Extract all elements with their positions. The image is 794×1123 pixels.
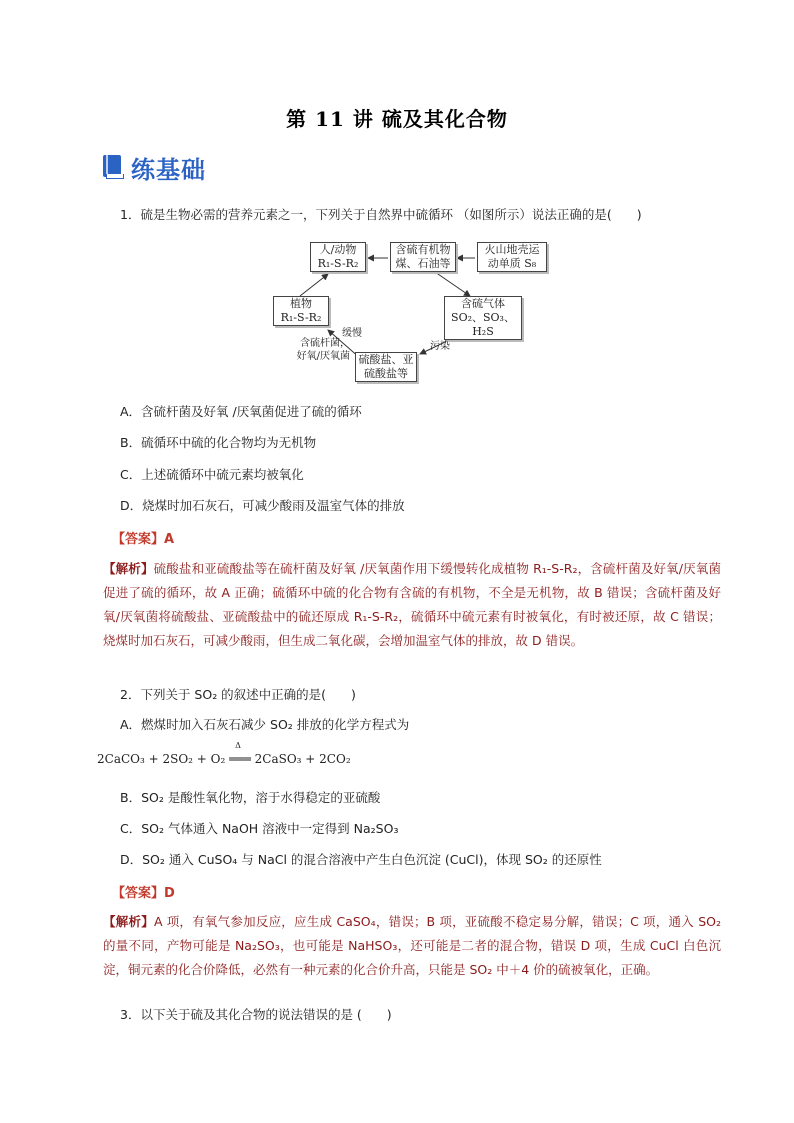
q2-explanation — [103, 910, 721, 982]
box-sulfur-gas: 含硫气体 SO₂、SO₃、H₂S — [444, 296, 522, 340]
q2-option-c: C．SO₂ 气体通入 NaOH 溶液中一定得到 Na₂SO₃ — [120, 821, 399, 836]
q1-explanation — [103, 557, 721, 653]
q2-explanation-tag: 【解析】 — [103, 914, 154, 929]
q1-option-b: B．硫循环中硫的化合物均为无机物 — [120, 435, 317, 450]
box-human-animal: 人/动物 R₁-S-R₂ — [310, 242, 366, 272]
q1-option-a: A．含硫杆菌及好氧 /厌氧菌促进了硫的循环 — [120, 404, 362, 419]
q2-explanation-text: A 项，有氧气参加反应，应生成 CaSO₄，错误；B 项，亚硫酸不稳定易分解，错误；C 项，通入 SO₂ 的量不同，产物可能是 Na₂SO₃，也可能是 NaHSO₃，还可能是二者的混合物，错误 D 项，生成 CuCl 白色沉淀，铜元素的化合价降低，必然有一种元素的化合价升高，只能是 SO₂ 中＋4 价的硫被氧化，正确。 — [103, 914, 721, 977]
page-title: 第 11 讲 硫及其化合物 — [286, 107, 508, 131]
q2-option-b: B．SO₂ 是酸性氧化物，溶于水得稳定的亚硫酸 — [120, 790, 381, 805]
box-plant: 植物 R₁-S-R₂ — [273, 296, 329, 326]
q1-explanation-tag: 【解析】 — [103, 561, 154, 576]
box-sulfate-salts: 硫酸盐、亚 硫酸盐等 — [355, 352, 417, 382]
q1-option-c: C．上述硫循环中硫元素均被氧化 — [120, 467, 304, 482]
box-volcano: 火山地壳运 动单质 S₈ — [477, 242, 547, 272]
arrow-organic-to-gas — [435, 272, 470, 296]
q1-explanation-text: 硫酸盐和亚硫酸盐等在硫杆菌及好氧 /厌氧菌作用下缓慢转化成植物 R₁-S-R₂，含硫杆菌及好氧/厌氧菌促进了硫的循环，故 A 正确；硫循环中硫的化合物有含硫的有机物，不全是无机物，故 B 错误；含硫杆菌及好氧/厌氧菌将硫酸盐、亚硫酸盐中的硫还原成 R₁-S-R₂，硫循环中硫元素有时被氧化，有时被还原，故 C 错误；烧煤时加石灰石，可减少酸雨，但生成二氧化碳，会增加温室气体的排放，故 D 错误。 — [103, 561, 721, 648]
label-bacteria: 含硫杆菌， 好氧/厌氧菌 — [296, 338, 350, 362]
question-3-stem: 3．以下关于硫及其化合物的说法错误的是 ( ) — [120, 1007, 392, 1022]
section-header — [103, 152, 206, 182]
q2-option-a: A．燃煤时加入石灰石减少 SO₂ 排放的化学方程式为 — [120, 717, 410, 732]
q2-answer: 【答案】D — [112, 886, 175, 901]
heat-delta-arrow: Δ ═══ — [229, 752, 251, 766]
section-label: 练基础 — [131, 155, 206, 184]
q2-chemical-equation: 2CaCO₃ + 2SO₂ + O₂ Δ ═══ 2CaSO₃ + 2CO₂ — [97, 752, 351, 766]
sulfur-cycle-diagram — [270, 238, 560, 388]
label-slow: 缓慢 — [342, 328, 362, 339]
box-sulfur-organic: 含硫有机物 煤、石油等 — [390, 242, 456, 272]
book-icon — [103, 155, 125, 179]
q2-option-d: D．SO₂ 通入 CuSO₄ 与 NaCl 的混合溶液中产生白色沉淀 (CuCl)，体现 SO₂ 的还原性 — [120, 852, 602, 867]
question-1-stem: 1．硫是生物必需的营养元素之一，下列关于自然界中硫循环 （如图所示）说法正确的是( ) — [120, 207, 642, 222]
q1-option-d: D．烧煤时加石灰石，可减少酸雨及温室气体的排放 — [120, 498, 405, 513]
question-2-stem: 2．下列关于 SO₂ 的叙述中正确的是( ) — [120, 687, 356, 702]
arrow-plant-to-human — [300, 274, 328, 296]
label-pollution: 污染 — [430, 341, 450, 352]
q1-answer: 【答案】A — [112, 532, 175, 547]
